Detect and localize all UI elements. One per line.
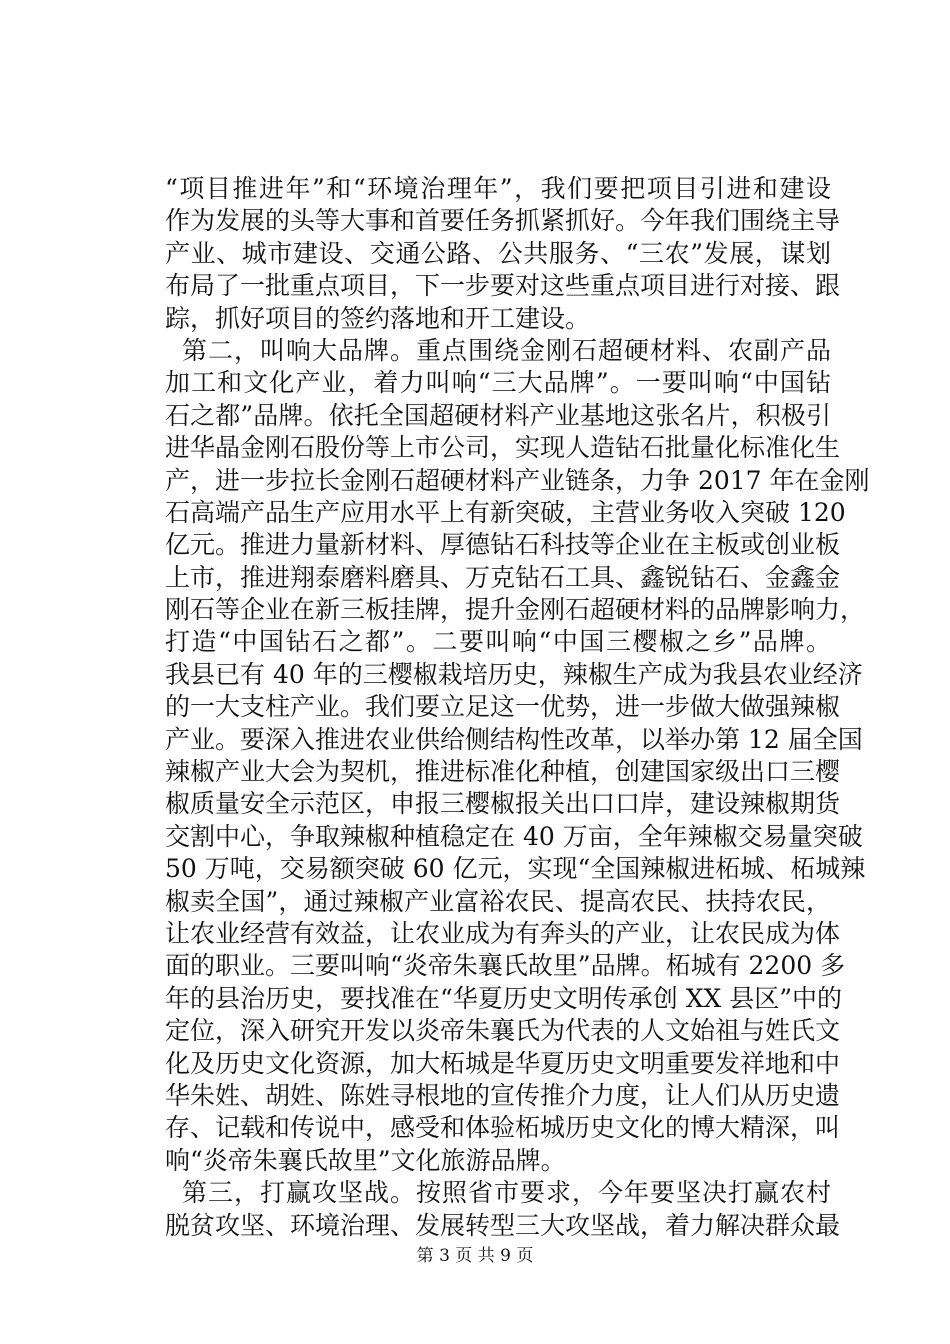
text-line: 产业、城市建设、交通公路、公共服务、“三农”发展，谋划 <box>165 238 831 268</box>
text-line: 椒质量安全示范区，申报三樱椒报关出口口岸，建设辣椒期货 <box>165 789 841 819</box>
text-line: 刚石等企业在新三板挂牌，提升金刚石超硬材料的品牌影响力， <box>165 595 866 625</box>
text-line: 打造“中国钻石之都”。二要叫响“中国三樱椒之乡”品牌。 <box>165 627 831 657</box>
text-line: 石之都”品牌。依托全国超硬材料产业基地这张名片，积极引 <box>165 400 831 430</box>
paragraph <box>165 335 870 1177</box>
text-line: “项目推进年”和“环境治理年”，我们要把项目引进和建设 <box>165 174 831 203</box>
text-line: 产，进一步拉长金刚石超硬材料产业链条，力争 2017 年在金刚 <box>165 465 870 495</box>
text-line: 布局了一批重点项目，下一步要对这些重点项目进行对接、跟 <box>165 271 841 301</box>
text-line: 交割中心，争取辣椒种植稳定在 40 万亩，全年辣椒交易量突破 <box>165 821 863 851</box>
text-line: 石高端产品生产应用水平上有新突破，主营业务收入突破 120 <box>165 497 846 527</box>
text-line: 进华晶金刚石股份等上市公司，实现人造钻石批量化标准化生 <box>165 433 841 463</box>
text-line: 加工和文化产业，着力叫响“三大品牌”。一要叫响“中国钻 <box>165 368 831 398</box>
text-line: 亿元。推进力量新材料、厚德钻石科技等企业在主板或创业板 <box>165 530 841 560</box>
paragraph <box>165 173 841 335</box>
text-line: 50 万吨，交易额突破 60 亿元，实现“全国辣椒进柘城、柘城辣 <box>165 854 866 884</box>
text-line: 存、记载和传说中，感受和体验柘城历史文化的博大精深，叫 <box>165 1113 841 1143</box>
text-line: 第二，叫响大品牌。重点围绕金刚石超硬材料、农副产品 <box>182 335 831 365</box>
text-line: 产业。要深入推进农业供给侧结构性改革，以举办第 12 届全国 <box>165 724 863 754</box>
text-line: 上市，推进翔泰磨料磨具、万克钻石工具、鑫锐钻石、金鑫金 <box>165 562 841 592</box>
paragraph <box>165 1177 841 1242</box>
text-line: 踪，抓好项目的签约落地和开工建设。 <box>165 303 591 333</box>
text-line: 面的职业。三要叫响“炎帝朱襄氏故里”品牌。柘城有 2200 多 <box>165 951 846 981</box>
text-line: 华朱姓、胡姓、陈姓寻根地的宣传推介力度，让人们从历史遗 <box>165 1080 841 1110</box>
text-line: 作为发展的头等大事和首要任务抓紧抓好。今年我们围绕主导 <box>165 206 841 236</box>
text-line: 辣椒产业大会为契机，推进标准化种植，创建国家级出口三樱 <box>165 757 841 787</box>
text-line: 我县已有 40 年的三樱椒栽培历史，辣椒生产成为我县农业经济 <box>165 659 863 689</box>
text-line: 脱贫攻坚、环境治理、发展转型三大攻坚战，着力解决群众最 <box>165 1210 841 1240</box>
page-number-footer: 第 3 页 共 9 页 <box>416 1246 534 1266</box>
text-line: 第三，打赢攻坚战。按照省市要求，今年要坚决打赢农村 <box>182 1178 831 1208</box>
text-line: 定位，深入研究开发以炎帝朱襄氏为代表的人文始祖与姓氏文 <box>165 1016 841 1046</box>
document-body <box>165 173 870 1242</box>
text-line: 化及历史文化资源，加大柘城是华夏历史文明重要发祥地和中 <box>165 1048 841 1078</box>
text-line: 的一大支柱产业。我们要立足这一优势，进一步做大做强辣椒 <box>165 692 841 722</box>
text-line: 响“炎帝朱襄氏故里”文化旅游品牌。 <box>165 1145 566 1175</box>
text-line: 年的县治历史，要找准在“华夏历史文明传承创 XX 县区”中的 <box>165 983 843 1013</box>
text-line: 让农业经营有效益，让农业成为有奔头的产业，让农民成为体 <box>165 918 841 948</box>
text-line: 椒卖全国”，通过辣椒产业富裕农民、提高农民、扶持农民， <box>165 886 831 916</box>
